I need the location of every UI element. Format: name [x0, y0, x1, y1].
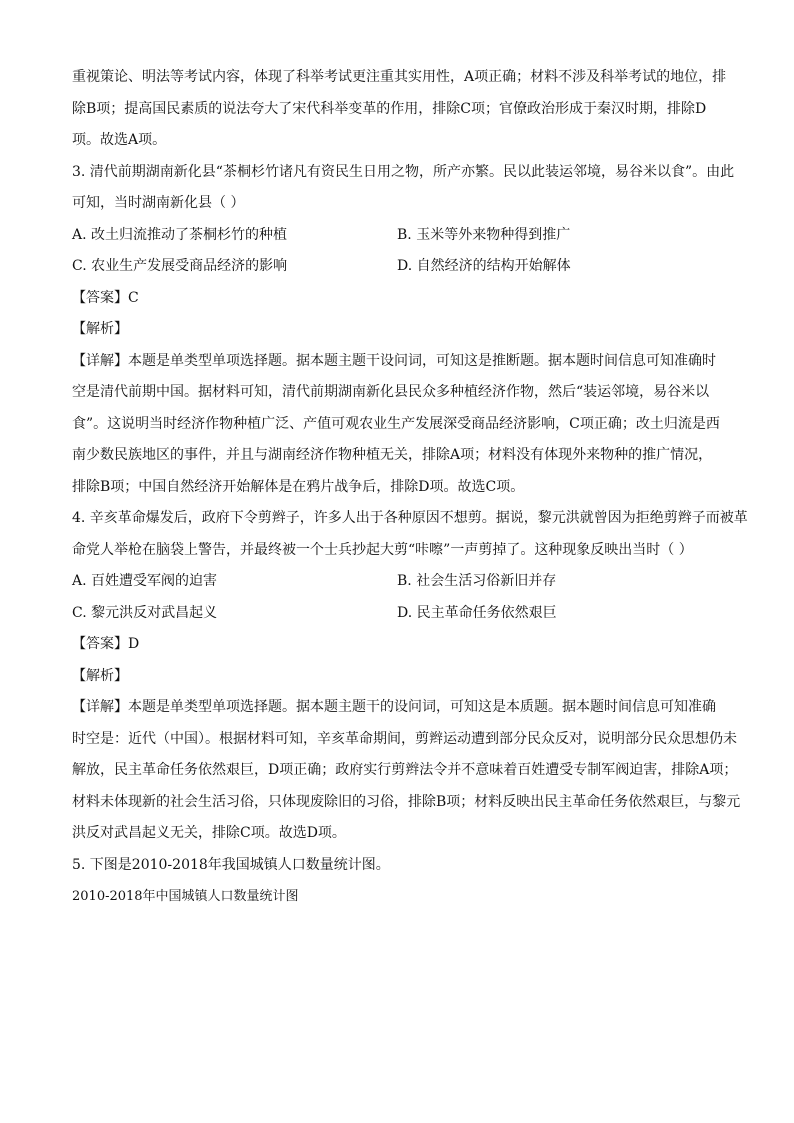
- answer-label: 【答案】D: [72, 636, 140, 652]
- option-b: B. 玉米等外来物种得到推广: [397, 226, 571, 243]
- question-stem: 命党人举枪在脑袋上警告，并最终被一个士兵抄起大剪“咔嚓”一声剪掉了。这种现象反映出当时（ ）: [72, 541, 693, 558]
- question-5: [72, 850, 724, 1116]
- question-3: [72, 157, 735, 504]
- option-b: B. 社会生活习俗新旧并存: [397, 573, 557, 589]
- text-line: 除B项；提高国民素质的说法夸大了宋代科举变革的作用，排除C项；官僚政治形成于秦汉时期，排除D: [72, 100, 707, 117]
- chart-caption: 2010-2018年中国城镇人口数量统计图: [72, 889, 299, 904]
- option-d: D. 自然经济的结构开始解体: [397, 258, 571, 274]
- option-row: [72, 220, 724, 252]
- question-stem: 可知，当时湖南新化县（ ）: [72, 195, 245, 211]
- previous-analysis: [72, 62, 727, 157]
- option-a: A. 百姓遭受军阀的迫害: [72, 573, 218, 589]
- question-stem: 5. 下图是2010-2018年我国城镇人口数量统计图。: [72, 856, 390, 873]
- question-4: [72, 503, 748, 850]
- detail-text: 【详解】本题是单类型单项选择题。据本题主题干的设问词，可知这是本质题。据本题时间信息可知准确: [72, 699, 716, 715]
- question-stem: 3. 清代前期湖南新化县“茶桐杉竹诸凡有资民生日用之物，所产亦繁。民以此装运邻境，易谷米以食”。由此: [72, 163, 735, 180]
- option-a: A. 改土归流推动了茶桐杉竹的种植: [72, 226, 288, 243]
- text-line: 重视策论、明法等考试内容，体现了科举考试更注重其实用性，A项正确；材料不涉及科举考试的地位，排: [72, 69, 727, 85]
- analysis-label: 【解析】: [72, 667, 128, 684]
- chart-area: [72, 926, 724, 1116]
- option-row: [72, 566, 724, 598]
- detail-text: 食”。这说明当时经济作物种植广泛、产值可观农业生产发展深受商品经济影响，C项正确；改土归流是西: [72, 415, 720, 432]
- option-row: [72, 598, 724, 630]
- detail-text: 时空是：近代（中国）。根据材料可知，辛亥革命期间，剪辫运动遭到部分民众反对，说明部分民众思想仍未: [72, 730, 737, 747]
- detail-text: 排除B项；中国自然经济开始解体是在鸦片战争后，排除D项。故选C项。: [72, 478, 525, 495]
- question-stem: 4. 辛亥革命爆发后，政府下令剪辫子，许多人出于各种原因不想剪。据说，黎元洪就曾因为拒绝剪辫子而被革: [72, 510, 748, 526]
- analysis-label: 【解析】: [72, 321, 128, 337]
- detail-text: 南少数民族地区的事件，并且与湖南经济作物种植无关，排除A项；材料没有体现外来物种的推广情况，: [72, 447, 713, 463]
- detail-text: 解放，民主革命任务依然艰巨，D项正确；政府实行剪辫法令并不意味着百姓遭受专制军阀迫害，排除A项；: [72, 762, 738, 778]
- detail-text: 空是清代前期中国。据材料可知，清代前期湖南新化县民众多种植经济作物，然后“装运邻境，易谷米以: [72, 384, 710, 400]
- detail-text: 【详解】本题是单类型单项选择题。据本题主题干设问词，可知这是推断题。据本题时间信息可知准确时: [72, 352, 716, 369]
- option-c: C. 农业生产发展受商品经济的影响: [72, 258, 288, 274]
- detail-text: 材料未体现新的社会生活习俗，只体现废除旧的习俗，排除B项；材料反映出民主革命任务依然艰巨，与黎元: [72, 793, 741, 810]
- text-line: 项。故选A项。: [72, 132, 167, 148]
- option-row: [72, 251, 724, 283]
- option-c: C. 黎元洪反对武昌起义: [72, 604, 218, 621]
- answer-label: 【答案】C: [72, 289, 139, 306]
- option-d: D. 民主革命任务依然艰巨: [397, 604, 557, 621]
- detail-text: 洪反对武昌起义无关，排除C项。故选D项。: [72, 825, 346, 841]
- document-page: [72, 62, 748, 1116]
